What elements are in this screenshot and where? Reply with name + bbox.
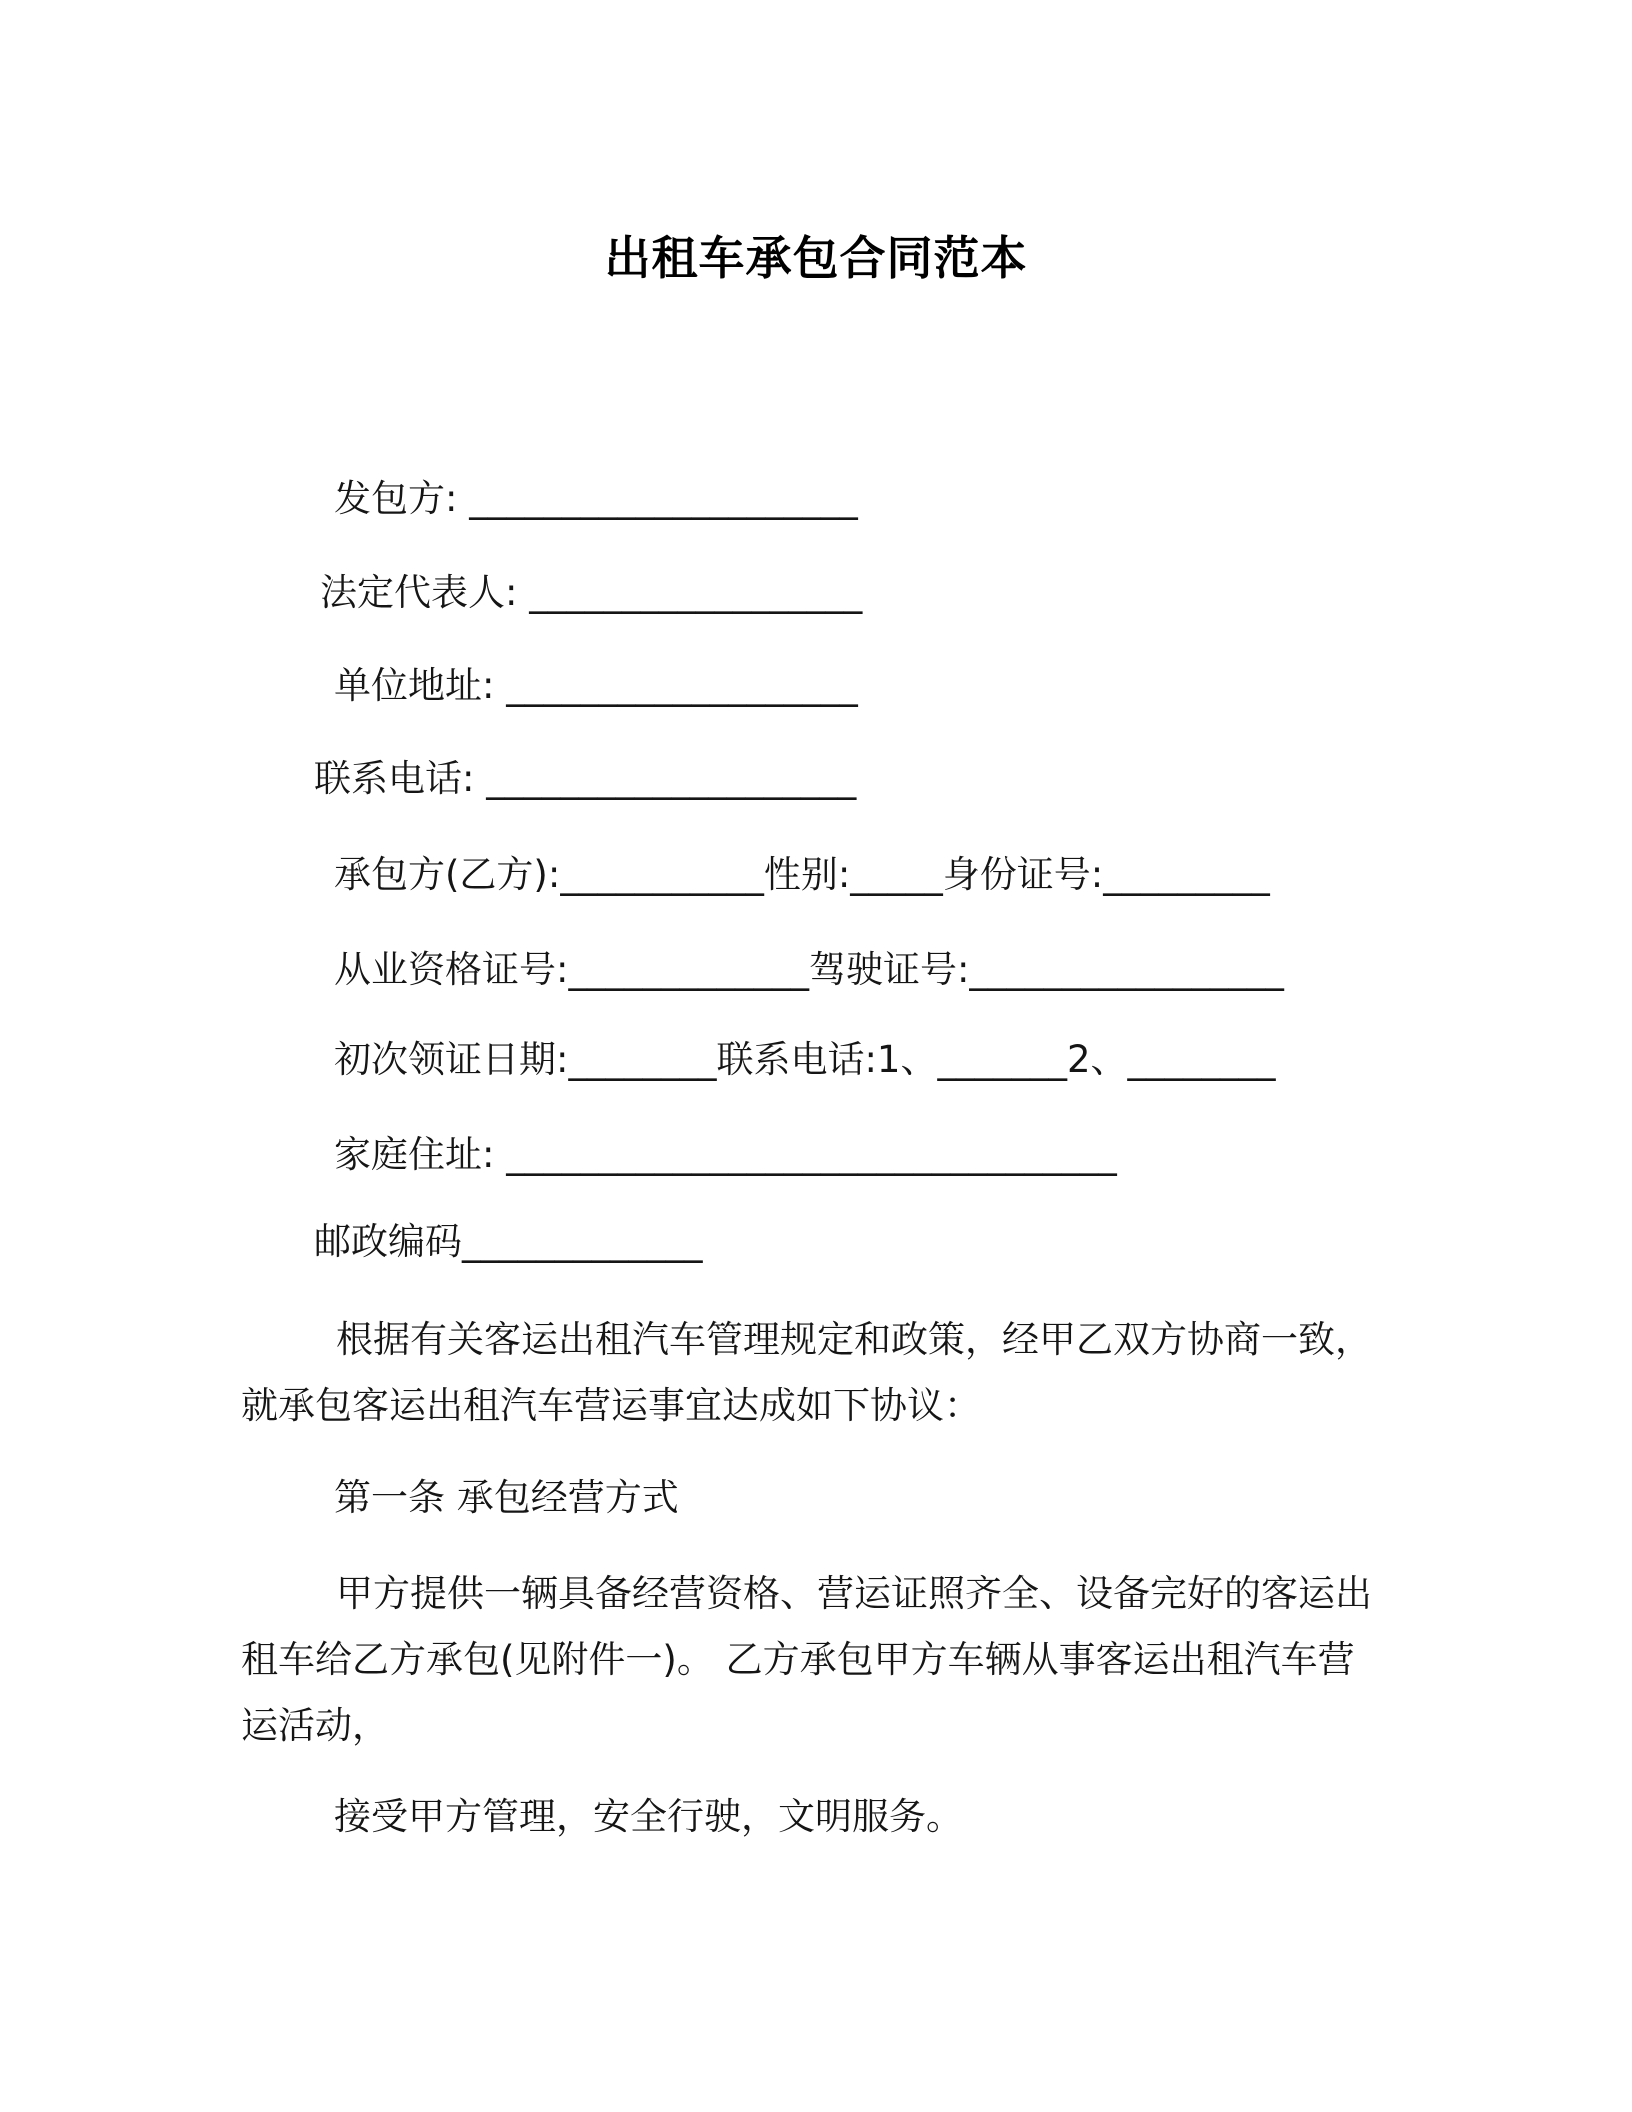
document-title: 出租车承包合同范本 <box>604 231 1028 285</box>
preamble-paragraph: 根据有关客运出租汽车管理规定和政策，经甲乙双方协商一致，就承包客运出租汽车营运事宜达成如下协议： <box>241 1318 1372 1427</box>
field-first-license-line: 初次领证日期:________联系电话:1、_______2、________ <box>334 1038 1276 1081</box>
article-1-paragraph-2: 接受甲方管理，安全行驶，文明服务。 <box>334 1795 963 1838</box>
field-unit-address: 单位地址: ___________________ <box>334 664 858 707</box>
field-contact-phone: 联系电话: ____________________ <box>314 757 857 800</box>
field-postal-code: 邮政编码_____________ <box>314 1220 703 1263</box>
field-home-address: 家庭住址: _________________________________ <box>334 1133 1117 1176</box>
field-contractee-line: 承包方(乙方):___________性别:_____身份证号:_________ <box>334 853 1270 896</box>
article-1-heading: 第一条 承包经营方式 <box>334 1476 679 1519</box>
field-contractor: 发包方: _____________________ <box>334 477 858 520</box>
article-1-paragraph-1: 甲方提供一辆具备经营资格、营运证照齐全、设备完好的客运出租车给乙方承包(见附件一)。 乙方承包甲方车辆从事客运出租汽车营运活动， <box>241 1572 1372 1747</box>
field-legal-representative: 法定代表人: __________________ <box>320 571 863 614</box>
field-license-line: 从业资格证号:_____________驾驶证号:_________________ <box>334 948 1284 991</box>
